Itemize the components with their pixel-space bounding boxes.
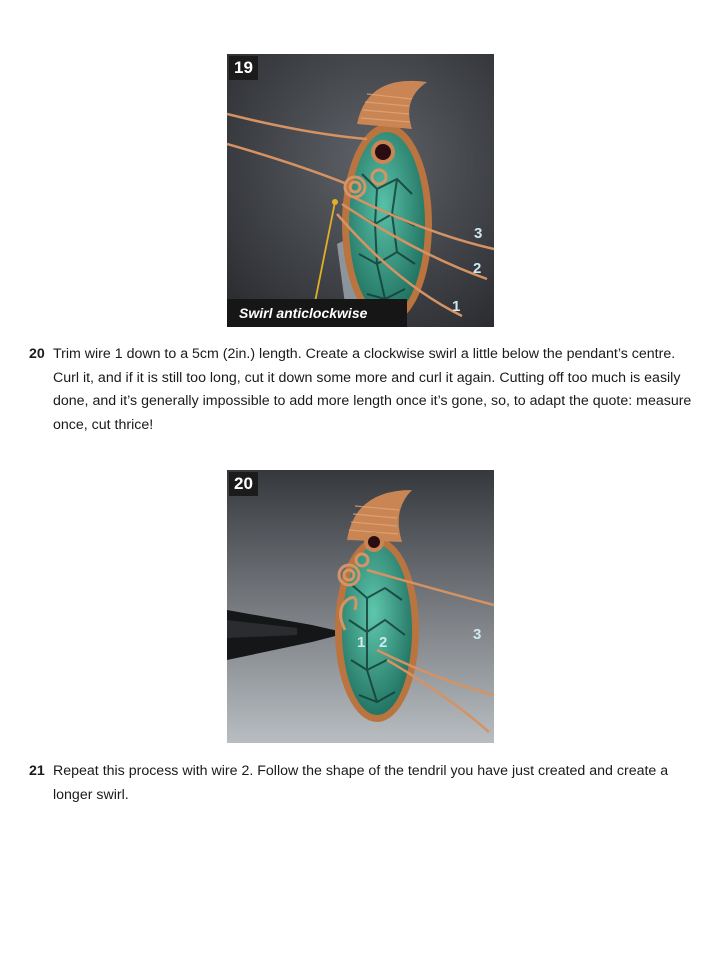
pendant-photo-19 [227, 54, 494, 327]
step-19-photo [227, 54, 494, 327]
step-number-badge: 20 [229, 472, 258, 496]
wire-label-1: 1 [452, 298, 461, 315]
wire-label-2: 2 [473, 260, 482, 277]
pendant-photo-20 [227, 470, 494, 743]
instruction-step-21 [29, 760, 693, 807]
step-text: Trim wire 1 down to a 5cm (2in.) length. Create a clockwise swirl a little below the pendant’s centre. Curl it, and if it is still too long, cut it down some more and curl it again. Cutting off too much is easily done, and it’s generally impossible to add more length once it’s gone, so, to adapt the quote: measure once, cut thrice! [53, 346, 692, 433]
wire-label-1: 1 [357, 634, 366, 651]
step-text: Repeat this process with wire 2. Follow the shape of the tendril you have just created and create a longer swirl. [53, 763, 669, 803]
step-number-badge: 19 [229, 56, 258, 80]
step-number: 20 [29, 346, 45, 362]
wire-label-3: 3 [473, 626, 482, 643]
photo-caption: Swirl anticlockwise [227, 299, 407, 327]
step-number: 21 [29, 763, 45, 779]
step-20-photo [227, 470, 494, 743]
wire-label-3: 3 [474, 225, 483, 242]
wire-label-2: 2 [379, 634, 388, 651]
instruction-step-20 [29, 343, 693, 437]
